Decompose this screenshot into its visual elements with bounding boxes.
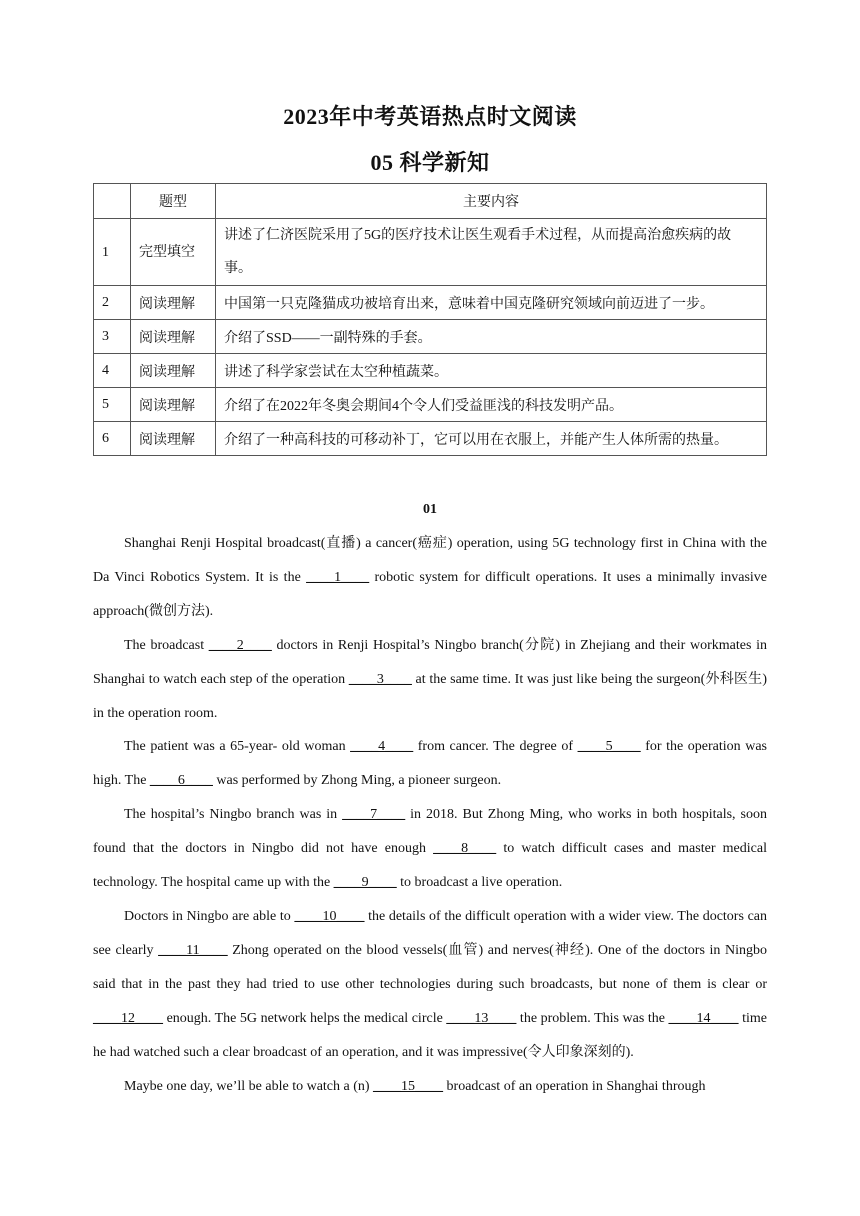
text: to watch difficult cases and master medical technology. The hospital came up with the xyxy=(93,841,767,891)
blank-15: ____15____ xyxy=(373,1078,444,1094)
blank-8: ____8____ xyxy=(433,841,497,857)
blank-12: ____12____ xyxy=(93,1010,163,1026)
row-content: 介绍了一种高科技的可移动补丁，它可以用在衣服上，并能产生人体所需的热量。 xyxy=(216,422,767,456)
blank-7: ____7____ xyxy=(342,807,406,823)
row-content: 讲述了仁济医院采用了5G的医疗技术让医生观看手术过程，从而提高治愈疾病的故事。 xyxy=(216,219,767,286)
table-header-content: 主要内容 xyxy=(216,184,767,219)
row-number: 3 xyxy=(94,320,131,354)
row-type: 阅读理解 xyxy=(131,320,216,354)
page-title: 2023年中考英语热点时文阅读 xyxy=(283,104,577,129)
blank-4: ____4____ xyxy=(350,739,414,755)
paragraph-4 xyxy=(93,798,767,900)
text: Zhong operated on the blood vessels(血管) and nerves(神经). One of the doctors in Ningbo said that in the past they had tried to use other technologies during such broadcasts, but none of them is clear or xyxy=(93,942,767,992)
paragraph-3 xyxy=(93,730,767,798)
blank-2: ____2____ xyxy=(208,637,272,653)
blank-6: ____6____ xyxy=(149,773,213,789)
table-row xyxy=(94,286,767,320)
text: enough. The 5G network helps the medical circle xyxy=(163,1010,447,1026)
row-content: 中国第一只克隆猫成功被培育出来，意味着中国克隆研究领域向前迈进了一步。 xyxy=(216,286,767,320)
text: to broadcast a live operation. xyxy=(396,875,563,891)
row-type: 阅读理解 xyxy=(131,388,216,422)
row-number: 1 xyxy=(94,219,131,286)
row-type: 阅读理解 xyxy=(131,354,216,388)
table-header-row xyxy=(94,184,767,219)
row-content: 讲述了科学家尝试在太空种植蔬菜。 xyxy=(216,354,767,388)
summary-table xyxy=(93,183,767,456)
text: for the operation was high. The xyxy=(93,739,768,789)
text: The broadcast xyxy=(124,637,209,653)
text: from cancer. The degree of xyxy=(413,739,578,755)
text: robotic system for difficult operations. It uses a minimally invasive approach(微创方法). xyxy=(93,569,767,619)
text: at the same time. It was just like being the surgeon(外科医生) in the operation room. xyxy=(93,671,767,721)
blank-10: ____10____ xyxy=(294,908,365,924)
text: Maybe one day, we’ll be able to watch a (n) xyxy=(124,1078,374,1094)
text: the problem. This was the xyxy=(516,1010,669,1026)
table-header-num xyxy=(94,184,131,219)
row-type: 完型填空 xyxy=(131,219,216,286)
table-row xyxy=(94,354,767,388)
row-content: 介绍了SSD——一副特殊的手套。 xyxy=(216,320,767,354)
text: the details of the difficult operation with a wider view. The doctors can see clearly xyxy=(93,908,767,958)
table-row xyxy=(94,388,767,422)
paragraph-5 xyxy=(93,900,767,1070)
blank-5: ____5____ xyxy=(577,739,641,755)
text: was performed by Zhong Ming, a pioneer surgeon. xyxy=(212,773,502,789)
row-number: 4 xyxy=(94,354,131,388)
table-row xyxy=(94,422,767,456)
text: Doctors in Ningbo are able to xyxy=(124,908,295,924)
table-row xyxy=(94,219,767,286)
row-type: 阅读理解 xyxy=(131,422,216,456)
passage xyxy=(93,527,767,1103)
row-number: 2 xyxy=(94,286,131,320)
page-subtitle: 05 科学新知 xyxy=(370,150,490,175)
paragraph-2 xyxy=(93,629,767,731)
row-number: 5 xyxy=(94,388,131,422)
table-row xyxy=(94,320,767,354)
text: in 2018. But Zhong Ming, who works in both hospitals, soon found that the doctors in Ningbo did not have enough xyxy=(93,807,767,857)
blank-13: ____13____ xyxy=(446,1010,517,1026)
section-number: 01 xyxy=(423,502,437,517)
blank-14: ____14____ xyxy=(668,1010,739,1026)
blank-1: ____1____ xyxy=(306,569,370,585)
blank-11: ____11____ xyxy=(158,942,228,958)
text: doctors in Renji Hospital’s Ningbo branch(分院) in Zhejiang and their workmates in Shanghai to watch each step of the operation xyxy=(93,637,767,687)
row-type: 阅读理解 xyxy=(131,286,216,320)
table-header-type: 题型 xyxy=(131,184,216,219)
text: The patient was a 65-year- old woman xyxy=(124,739,351,755)
row-content: 介绍了在2022年冬奥会期间4个令人们受益匪浅的科技发明产品。 xyxy=(216,388,767,422)
row-number: 6 xyxy=(94,422,131,456)
text: time he had watched such a clear broadcast of an operation, and it was impressive(令人印象深刻的). xyxy=(93,1010,767,1060)
text: Shanghai Renji Hospital broadcast(直播) a cancer(癌症) operation, using 5G technology first in China with the Da Vinci Robotics System. It is the xyxy=(93,536,767,585)
paragraph-1 xyxy=(93,527,767,629)
blank-9: ____9____ xyxy=(333,875,397,891)
paragraph-6 xyxy=(93,1070,767,1104)
text: The hospital’s Ningbo branch was in xyxy=(124,807,343,823)
text: broadcast of an operation in Shanghai through xyxy=(443,1078,706,1094)
blank-3: ____3____ xyxy=(348,671,412,687)
